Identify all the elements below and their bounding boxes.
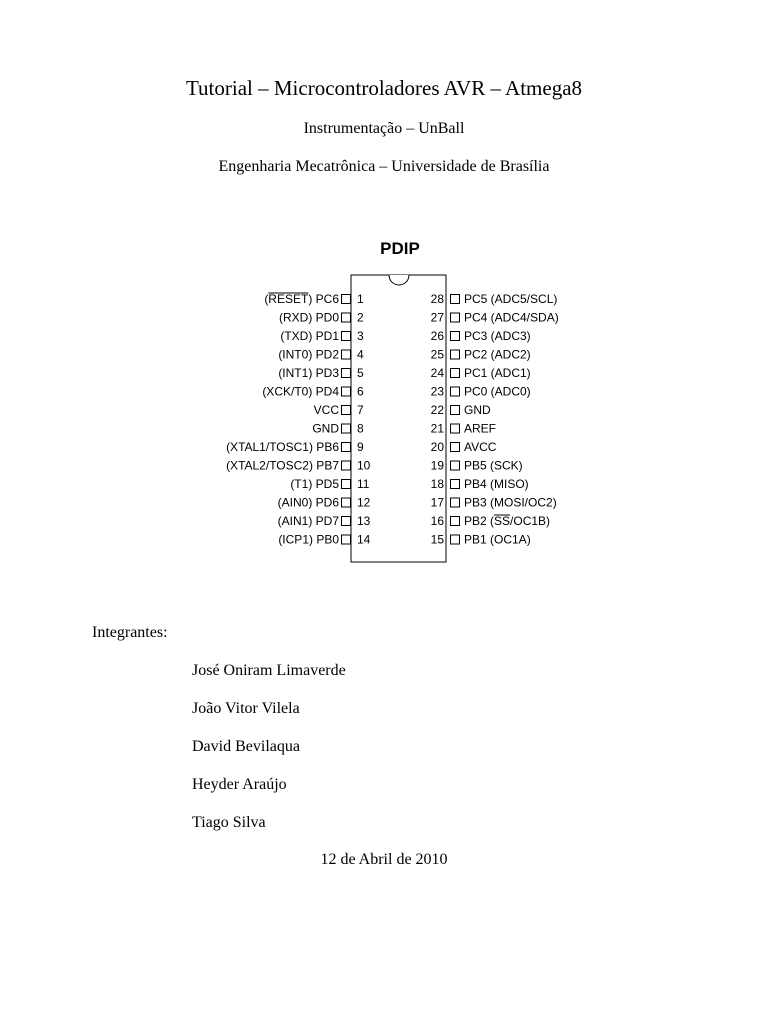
- pin-number: 3: [357, 329, 364, 343]
- pin-number: 20: [430, 440, 444, 454]
- pin-label: (RXD) PD0: [278, 310, 339, 325]
- pin-row: [431, 514, 550, 528]
- pin-number: 21: [430, 421, 444, 436]
- pin-row: [278, 496, 371, 510]
- member-name: David Bevilaqua: [192, 738, 300, 755]
- pin-pad: [451, 332, 460, 341]
- pin-number: 13: [357, 514, 371, 528]
- pinout-diagram: [180, 230, 600, 570]
- pin-number: 19: [430, 458, 444, 473]
- pin-pad: [451, 498, 460, 507]
- pin-label: PC2 (ADC2): [464, 347, 531, 362]
- package-label: PDIP: [380, 239, 420, 258]
- pin-row: [431, 459, 523, 473]
- pin-label: AREF: [464, 421, 497, 436]
- pin-label: (RESET) PC6: [264, 292, 339, 306]
- pin-pad: [342, 480, 351, 489]
- pin-label: PB1 (OC1A): [464, 532, 531, 547]
- pin-number: 12: [357, 495, 371, 510]
- pin-pad: [451, 535, 460, 544]
- pin-pad: [451, 443, 460, 452]
- pin-label: PB5 (SCK): [464, 458, 523, 473]
- pin-number: 7: [357, 403, 364, 417]
- pin-number: 11: [357, 477, 370, 491]
- pin-label: (T1) PD5: [290, 477, 339, 491]
- pin-pad: [451, 480, 460, 489]
- pin-pad: [451, 387, 460, 396]
- pin-label: PC1 (ADC1): [464, 366, 531, 380]
- pin-row: [431, 292, 558, 306]
- pin-pad: [342, 517, 351, 526]
- pin-label: AVCC: [464, 440, 497, 454]
- pin-pad: [342, 350, 351, 359]
- pin-pad: [342, 424, 351, 433]
- pin-pad: [342, 461, 351, 470]
- pin-row: [226, 440, 364, 454]
- pin-row: [431, 311, 559, 325]
- pin-label: PC3 (ADC3): [464, 329, 531, 343]
- pin-label: (XCK/T0) PD4: [262, 384, 339, 399]
- members-label: Integrantes:: [92, 624, 168, 641]
- pin-label: PC0 (ADC0): [464, 384, 531, 399]
- pin-pad: [342, 387, 351, 396]
- pin-label: PC4 (ADC4/SDA): [464, 310, 559, 325]
- pin-label: (XTAL2/TOSC2) PB7: [226, 458, 339, 473]
- pin-label: (TXD) PD1: [280, 329, 339, 343]
- pin-row: [278, 514, 371, 528]
- pin-pad: [342, 313, 351, 322]
- pin-number: 9: [357, 440, 364, 454]
- pin-row: [431, 477, 529, 491]
- pin-label: (ICP1) PB0: [278, 532, 339, 547]
- pin-number: 16: [430, 514, 444, 528]
- pin-number: 10: [357, 458, 371, 473]
- pin-number: 8: [357, 421, 364, 436]
- pin-row: [278, 533, 370, 547]
- pin-label: GND: [312, 421, 339, 436]
- pin-row: [312, 422, 364, 436]
- pin-label: GND: [464, 403, 491, 417]
- document-title: Tutorial – Microcontroladores AVR – Atmega8: [185, 76, 583, 100]
- pin-label: (AIN1) PD7: [277, 514, 339, 528]
- pin-pad: [342, 369, 351, 378]
- pin-label: PB3 (MOSI/OC2): [464, 495, 557, 510]
- document-date: 12 de Abril de 2010: [320, 851, 448, 868]
- pin-row: [262, 385, 364, 399]
- pin-pad: [451, 295, 460, 304]
- pin-number: 22: [430, 403, 444, 417]
- member-name: Tiago Silva: [192, 814, 266, 831]
- pin-pad: [451, 313, 460, 322]
- pin-row: [264, 292, 364, 306]
- document-institution: Engenharia Mecatrônica – Universidade de Brasília: [218, 158, 550, 175]
- document-subtitle: Instrumentação – UnBall: [303, 120, 465, 137]
- member-name: José Oniram Limaverde: [192, 662, 346, 679]
- pin-label: (INT1) PD3: [278, 366, 339, 380]
- pin-label: PB2 (SS/OC1B): [464, 514, 551, 528]
- pin-pad: [342, 406, 351, 415]
- pin-pad: [342, 443, 351, 452]
- pin-number: 24: [430, 366, 444, 380]
- right-pin-list: [431, 292, 559, 547]
- pin-row: [290, 477, 369, 491]
- pin-row: [226, 459, 371, 473]
- pin-number: 27: [430, 310, 444, 325]
- pin-number: 28: [430, 292, 444, 306]
- chip-notch: [389, 275, 409, 285]
- pin-number: 26: [430, 329, 444, 343]
- pin-pad: [451, 350, 460, 359]
- pin-pad: [342, 498, 351, 507]
- member-name: Heyder Araújo: [192, 776, 287, 793]
- member-name: João Vitor Vilela: [192, 700, 300, 717]
- pin-number: 14: [357, 532, 371, 547]
- pin-pad: [451, 369, 460, 378]
- pin-row: [431, 422, 496, 436]
- pin-label: VCC: [313, 403, 339, 417]
- left-pin-list: [226, 292, 371, 547]
- pin-row: [431, 496, 557, 510]
- pin-row: [431, 403, 491, 417]
- pin-pad: [342, 535, 351, 544]
- pin-label: PC5 (ADC5/SCL): [464, 292, 558, 306]
- pin-number: 6: [357, 384, 364, 399]
- pin-pad: [342, 332, 351, 341]
- pin-number: 15: [430, 532, 444, 547]
- pin-label: (XTAL1/TOSC1) PB6: [226, 440, 339, 454]
- pin-row: [314, 403, 364, 417]
- pin-number: 5: [357, 366, 364, 380]
- pin-pad: [451, 517, 460, 526]
- pin-number: 23: [430, 384, 444, 399]
- pin-number: 2: [357, 310, 364, 325]
- pin-label: (AIN0) PD6: [277, 495, 339, 510]
- pin-number: 1: [357, 292, 364, 306]
- pin-number: 18: [430, 477, 444, 491]
- pin-pad: [451, 461, 460, 470]
- pin-pad: [451, 424, 460, 433]
- pin-pad: [451, 406, 460, 415]
- pin-number: 17: [430, 495, 444, 510]
- pin-row: [431, 440, 497, 454]
- pin-number: 25: [430, 347, 444, 362]
- pin-label: (INT0) PD2: [278, 347, 339, 362]
- pin-label: PB4 (MISO): [464, 477, 529, 491]
- pin-pad: [342, 295, 351, 304]
- pin-number: 4: [357, 347, 364, 362]
